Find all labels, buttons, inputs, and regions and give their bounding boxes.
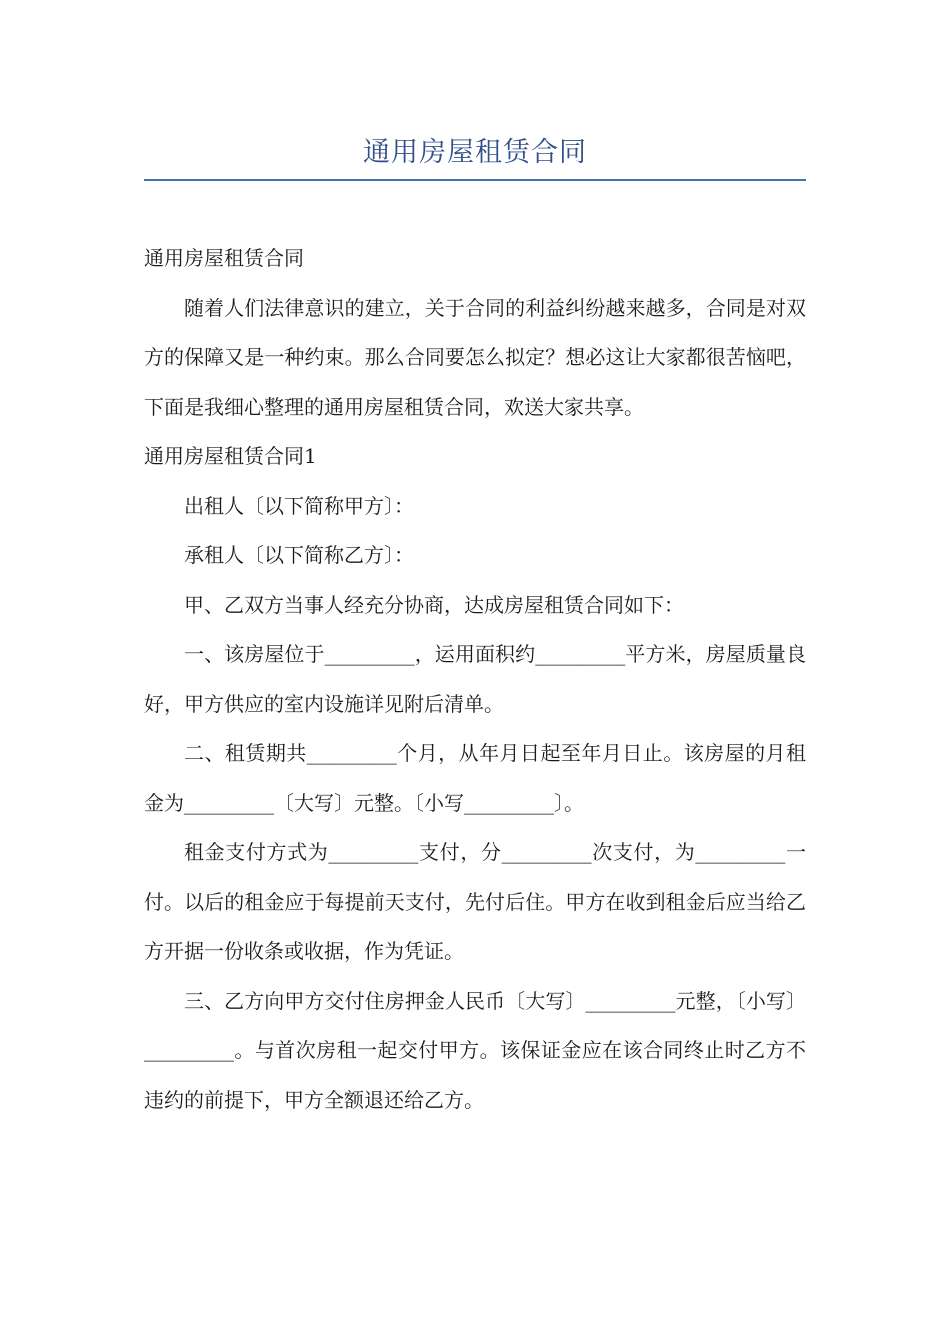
paragraph: 承租人〔以下简称乙方〕： bbox=[184, 543, 414, 567]
paragraph: 出租人〔以下简称甲方〕： bbox=[184, 493, 414, 518]
document-title: 通用房屋租赁合同 bbox=[363, 137, 587, 168]
document-body bbox=[144, 234, 806, 1125]
paragraph: 甲、乙双方当事人经充分协商，达成房屋租赁合同如下： bbox=[184, 592, 684, 617]
paragraph: 三、乙方向甲方交付住房押金人民币〔大写〕_________元整，〔小写〕_________。与首次房租一起交付甲方。该保证金应在该合同终止时乙方不违约的前提下，甲方全额退还给乙方。 bbox=[144, 988, 806, 1112]
paragraph: 随着人们法律意识的建立，关于合同的利益纠纷越来越多，合同是对双方的保障又是一种约束。那么合同要怎么拟定？想必这让大家都很苦恼吧，下面是我细心整理的通用房屋租赁合同，欢送大家共享。 bbox=[144, 295, 806, 419]
paragraph: 一、该房屋位于_________，运用面积约_________平方米，房屋质量良好，甲方供应的室内设施详见附后清单。 bbox=[144, 642, 806, 716]
paragraph: 通用房屋租赁合同1 bbox=[144, 444, 317, 468]
paragraph: 租金支付方式为_________支付，分_________次支付，为_________一付。以后的租金应于每提前天支付，先付后住。甲方在收到租金后应当给乙方开据一份收条或收据，作为凭证。 bbox=[144, 840, 806, 963]
paragraph: 二、租赁期共_________个月，从年月日起至年月日止。该房屋的月租金为_________〔大写〕元整。〔小写_________〕。 bbox=[144, 741, 806, 815]
paragraph: 通用房屋租赁合同 bbox=[144, 246, 304, 270]
title-underline bbox=[144, 179, 806, 181]
